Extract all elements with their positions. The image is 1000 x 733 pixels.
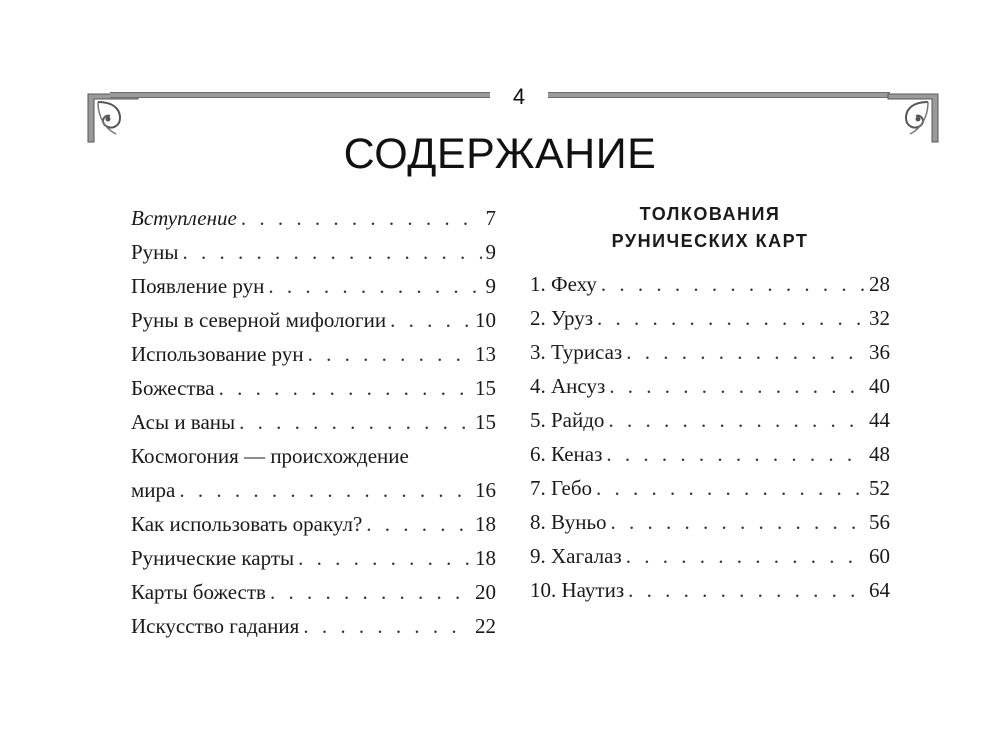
toc-entry-label: Карты божеств <box>131 580 266 604</box>
toc-entry-page: 64 <box>869 578 890 602</box>
section-heading <box>530 201 890 255</box>
toc-entry-label: 6. Кеназ <box>530 442 603 466</box>
toc-entry-page: 15 <box>475 410 496 434</box>
dot-leader <box>298 541 471 575</box>
toc-entry-label: Асы и ваны <box>131 410 236 434</box>
toc-entry-page: 7 <box>485 206 496 230</box>
dot-leader <box>308 337 471 371</box>
dot-leader <box>183 235 482 269</box>
toc-entry-label: Появление рун <box>131 274 265 298</box>
page-number: 4 <box>512 84 526 109</box>
toc-entry-label: Рунические карты <box>131 546 295 570</box>
dot-leader <box>179 473 471 507</box>
toc-entry[interactable] <box>530 369 890 403</box>
header-rule-right <box>548 92 890 98</box>
dot-leader <box>626 539 865 573</box>
toc-entry-label: Использование рун <box>131 342 304 366</box>
toc-entry[interactable] <box>530 437 890 471</box>
toc-entry-page: 13 <box>475 342 496 366</box>
toc-entry[interactable] <box>131 405 496 439</box>
toc-entry[interactable] <box>530 573 890 607</box>
toc-entry-page: 18 <box>475 546 496 570</box>
toc-entry-label-continuation: мира <box>131 478 176 502</box>
dot-leader <box>270 575 471 609</box>
toc-entry-label: 8. Вуньо <box>530 510 607 534</box>
toc-entry-label: Божества <box>131 376 215 400</box>
dot-leader <box>239 405 471 439</box>
toc-entry-page: 32 <box>869 306 890 330</box>
toc-left-column <box>131 201 496 643</box>
dot-leader <box>390 303 471 337</box>
toc-entry-page: 9 <box>485 274 496 298</box>
toc-entry[interactable] <box>131 201 496 235</box>
toc-entry-page: 52 <box>869 476 890 500</box>
toc-entry-page: 36 <box>869 340 890 364</box>
dot-leader <box>609 369 865 403</box>
toc-entry[interactable] <box>131 303 496 337</box>
dot-leader <box>219 371 471 405</box>
header-rule-left <box>110 92 490 98</box>
toc-entry[interactable] <box>530 539 890 573</box>
toc-entry[interactable] <box>131 269 496 303</box>
toc-entry-label: Руны <box>131 240 179 264</box>
dot-leader <box>626 335 865 369</box>
toc-entry-label: 5. Райдо <box>530 408 605 432</box>
dot-leader <box>596 471 865 505</box>
dot-leader <box>241 201 482 235</box>
toc-entry[interactable] <box>530 471 890 505</box>
section-heading-line2: РУНИЧЕСКИХ КАРТ <box>611 231 809 251</box>
toc-entry[interactable] <box>530 301 890 335</box>
toc-entry-page: 9 <box>485 240 496 264</box>
page-title: СОДЕРЖАНИЕ <box>343 130 657 178</box>
toc-entry[interactable] <box>530 335 890 369</box>
dot-leader <box>628 573 865 607</box>
toc-entry-label: 1. Феху <box>530 272 597 296</box>
toc-entry[interactable] <box>530 505 890 539</box>
dot-leader <box>268 269 481 303</box>
toc-entry-label: Как использовать оракул? <box>131 512 363 536</box>
toc-entry-page: 40 <box>869 374 890 398</box>
toc-entry[interactable] <box>131 541 496 575</box>
toc-entry-page: 20 <box>475 580 496 604</box>
toc-entry-label: 2. Уруз <box>530 306 594 330</box>
dot-leader <box>601 267 865 301</box>
section-heading-line1: ТОЛКОВАНИЯ <box>639 204 781 224</box>
toc-entry[interactable] <box>131 337 496 371</box>
dot-leader <box>608 403 865 437</box>
toc-entry[interactable] <box>131 439 496 507</box>
toc-entry-page: 10 <box>475 308 496 332</box>
toc-entry-page: 16 <box>475 478 496 502</box>
toc-entry-page: 18 <box>475 512 496 536</box>
toc-entry[interactable] <box>131 575 496 609</box>
toc-entry-label: Руны в северной мифологии <box>131 308 387 332</box>
toc-entry-page: 48 <box>869 442 890 466</box>
toc-entry-page: 56 <box>869 510 890 534</box>
toc-entry-page: 60 <box>869 544 890 568</box>
toc-entry-label: 9. Хагалаз <box>530 544 622 568</box>
toc-entry[interactable] <box>530 267 890 301</box>
toc-entry-page: 28 <box>869 272 890 296</box>
toc-entry-label: 4. Ансуз <box>530 374 606 398</box>
dot-leader <box>303 609 471 643</box>
toc-entry[interactable] <box>530 403 890 437</box>
toc-entry[interactable] <box>131 235 496 269</box>
toc-entry-label: Космогония — происхождение <box>131 444 409 468</box>
toc-entry[interactable] <box>131 609 496 643</box>
toc-entry-page: 22 <box>475 614 496 638</box>
toc-entry[interactable] <box>131 507 496 541</box>
toc-right-column <box>530 201 890 607</box>
dot-leader <box>366 507 471 541</box>
toc-entry-label: Искусство гадания <box>131 614 300 638</box>
toc-entry-label: Вступление <box>131 206 237 230</box>
toc-entry-label: 3. Турисаз <box>530 340 623 364</box>
toc-entry[interactable] <box>131 371 496 405</box>
dot-leader <box>611 505 865 539</box>
dot-leader <box>606 437 865 471</box>
toc-entry-label: 10. Наутиз <box>530 578 625 602</box>
dot-leader <box>597 301 865 335</box>
toc-entry-page: 44 <box>869 408 890 432</box>
toc-entry-page: 15 <box>475 376 496 400</box>
toc-entry-label: 7. Гебо <box>530 476 593 500</box>
